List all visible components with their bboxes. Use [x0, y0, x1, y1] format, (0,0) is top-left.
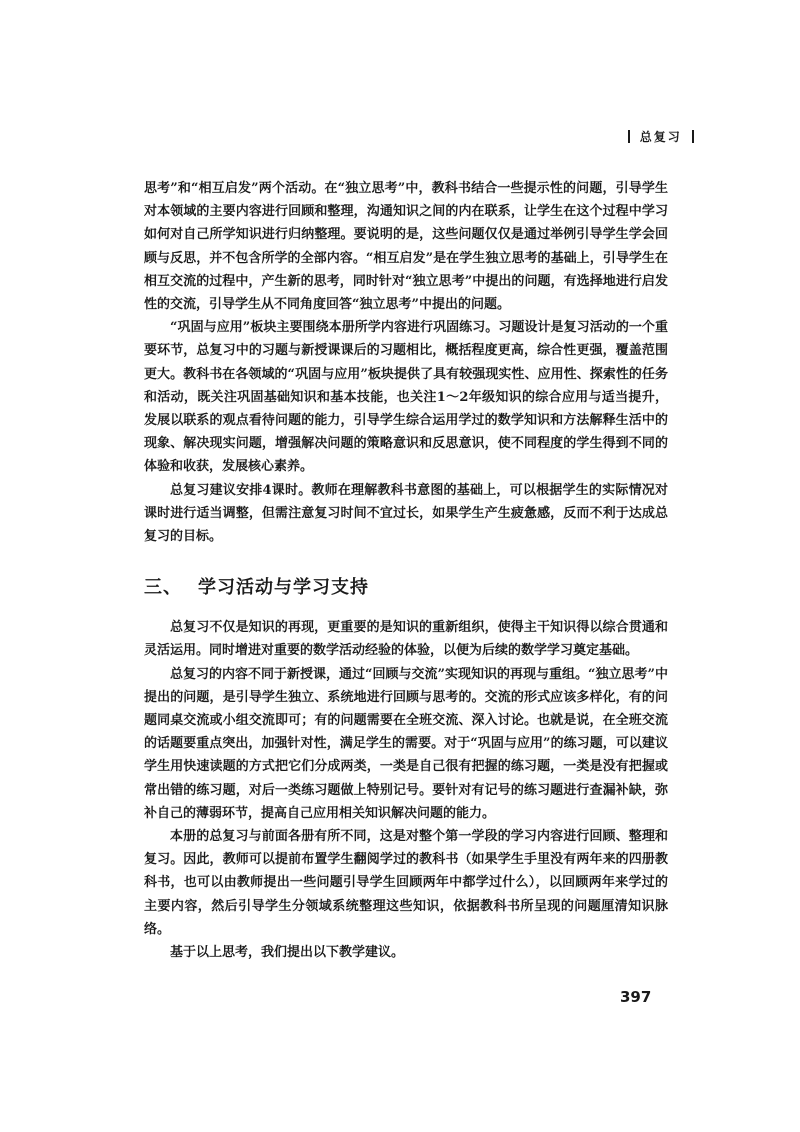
paragraph-continued: 思考”和“相互启发”两个活动。在“独立思考”中，教科书结合一些提示性的问题，引导学生对本领域的主要内容进行回顾和整理，沟通知识之间的内在联系，让学生在这个过程中学习如何对自己所学知识进行归纳整理。要说明的是，这些问题仅仅是通过举例引导学生学会回顾与反思，并不包含所学的全部内容。“相互启发”是在学生独立思考的基础上，引导学生在相互交流的过程中，产生新的思考，同时针对“独立思考”中提出的问题，有选择地进行启发性的交流，引导学生从不同角度回答“独立思考”中提出的问题。 — [144, 181, 668, 313]
paragraph-review-purpose: 总复习不仅是知识的再现，更重要的是知识的重新组织，使得主干知识得以综合贯通和灵活运用。同时增进对重要的数学活动经验的体验，以便为后续的数学学习奠定基础。 — [144, 620, 668, 659]
running-header-title: 总复习 — [639, 130, 682, 144]
section-title: 学习活动与学习支持 — [198, 577, 369, 599]
page-body — [144, 177, 668, 964]
paragraph-review-scope: 本册的总复习与前面各册有所不同，这是对整个第一学段的学习内容进行回顾、整理和复习。因此，教师可以提前布置学生翻阅学过的教科书（如果学生手里没有两年来的四册教科书，也可以由教师提出一些问题引导学生回顾两年中都学过什么），以回顾两年来学过的主要内容，然后引导学生分领域系统整理这些知识，依据教科书所呈现的问题厘清知识脉络。 — [144, 829, 668, 937]
paragraph-review-content: 总复习的内容不同于新授课，通过“回顾与交流”实现知识的再现与重组。“独立思考”中提出的问题，是引导学生独立、系统地进行回顾与思考的。交流的形式应该多样化，有的问题同桌交流或小组交流即可；有的问题需要在全班交流、深入讨论。也就是说，在全班交流的话题要重点突出，加强针对性，满足学生的需要。对于“巩固与应用”的练习题，可以建议学生用快速读题的方式把它们分成两类，一类是自己很有把握的练习题，一类是没有把握或常出错的练习题，对后一类练习题做上特别记号。要针对有记号的练习题进行查漏补缺，弥补自己的薄弱环节，提高自己应用相关知识解决问题的能力。 — [144, 666, 668, 821]
header-divider-right — [692, 130, 694, 143]
page-number: 397 — [620, 988, 652, 1006]
header-divider-left — [628, 130, 630, 143]
running-header — [624, 128, 698, 145]
paragraph-schedule: 总复习建议安排4课时。教师在理解教科书意图的基础上，可以根据学生的实际情况对课时进行适当调整，但需注意复习时间不宜过长，如果学生产生疲惫感，反而不利于达成总复习的目标。 — [144, 482, 668, 545]
paragraph-suggestions-intro: 基于以上思考，我们提出以下教学建议。 — [170, 945, 405, 961]
section-heading — [144, 576, 668, 600]
paragraph-consolidation: “巩固与应用”板块主要围绕本册所学内容进行巩固练习。习题设计是复习活动的一个重要环节，总复习中的习题与新授课课后的习题相比，概括程度更高，综合性更强，覆盖范围更大。教科书在各领域的“巩固与应用”板块提供了具有较强现实性、应用性、探索性的任务和活动，既关注巩固基础知识和基本技能，也关注1～2年级知识的综合应用与适当提升，发展以联系的观点看待问题的能力，引导学生综合运用学过的数学知识和方法解释生活中的现象、解决现实问题，增强解决问题的策略意识和反思意识，使不同程度的学生得到不同的体验和收获，发展核心素养。 — [144, 320, 668, 475]
section-number: 三、 — [144, 577, 182, 599]
